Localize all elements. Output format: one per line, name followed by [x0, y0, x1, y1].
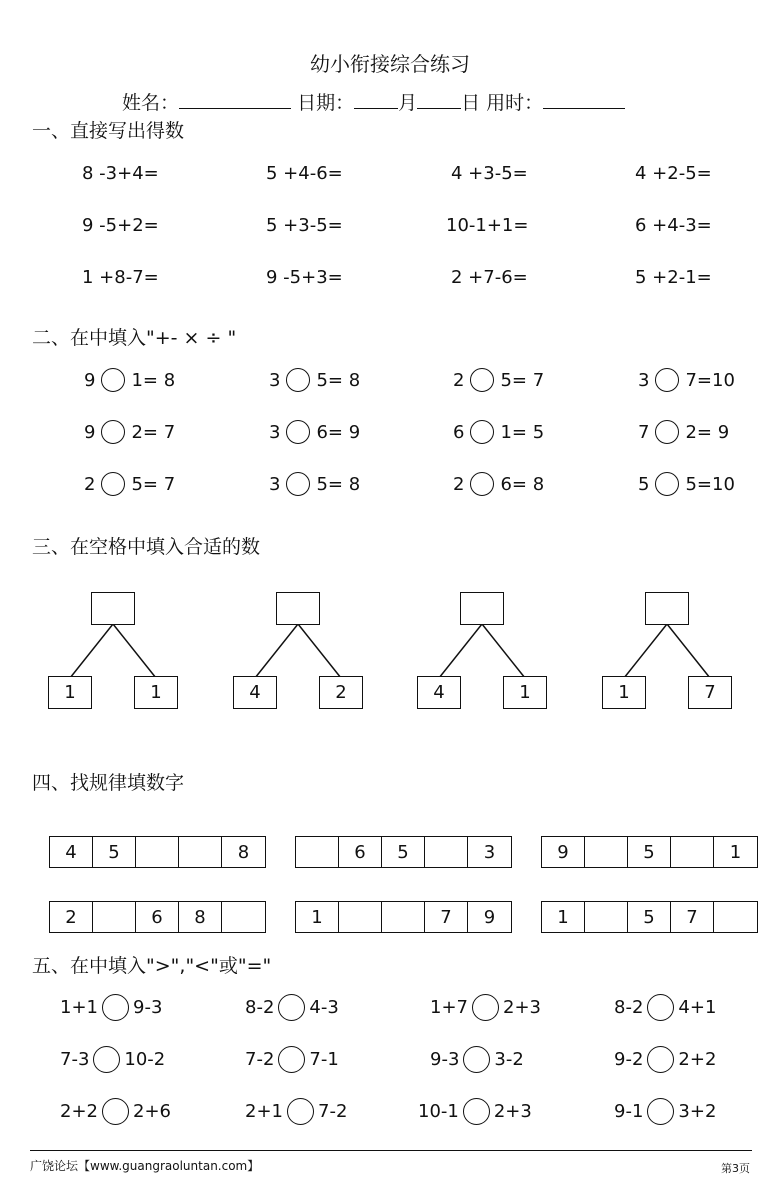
- s2-q-1-3: [453, 368, 544, 392]
- operand-b: 6= 9: [316, 421, 361, 443]
- right-expr: 2+3: [503, 997, 541, 1018]
- compare-circle[interactable]: [287, 1098, 314, 1125]
- right-expr: 2+3: [493, 1101, 532, 1122]
- operand-a: 7: [638, 421, 650, 443]
- bond-right-box: 7: [688, 676, 732, 709]
- s1-q-3-1: 1 +8-7=: [82, 267, 159, 288]
- sequence-cell[interactable]: [179, 837, 222, 867]
- section4-title: 四、找规律填数字: [32, 772, 185, 794]
- s1-q-3-2: 9 -5+3=: [266, 267, 343, 288]
- operand-a: 9: [84, 421, 96, 443]
- left-expr: 7-3: [60, 1049, 90, 1070]
- compare-circle[interactable]: [463, 1098, 490, 1125]
- right-expr: 7-2: [318, 1101, 348, 1122]
- section2-title: 二、在中填入"+- × ÷ ": [32, 327, 237, 349]
- s1-q-1-3: 4 +3-5=: [451, 163, 528, 184]
- sequence-cell: 6: [136, 902, 179, 932]
- sequence-cell: 1: [542, 902, 585, 932]
- sequence-cell: 7: [671, 902, 714, 932]
- name-blank[interactable]: [179, 90, 291, 109]
- left-expr: 9-1: [614, 1101, 644, 1122]
- left-expr: 1+7: [430, 997, 468, 1018]
- left-expr: 1+1: [60, 997, 98, 1018]
- bond-left-box: 1: [602, 676, 646, 709]
- s1-q-3-4: 5 +2-1=: [635, 267, 712, 288]
- sequence-cell: 5: [628, 837, 671, 867]
- name-label: 姓名：: [122, 92, 180, 114]
- operand-b: 5=10: [685, 473, 735, 495]
- right-expr: 3-2: [494, 1049, 524, 1070]
- operand-b: 2= 7: [131, 421, 176, 443]
- sequence-row-2-3: [541, 901, 758, 933]
- s5-q-2-1: [60, 1046, 165, 1073]
- sequence-cell[interactable]: [425, 837, 468, 867]
- page-number: 第3页: [721, 1162, 750, 1175]
- answer-circle[interactable]: [101, 472, 125, 496]
- number-bond-3: [417, 590, 577, 714]
- s5-q-2-2: [245, 1046, 339, 1073]
- bond-right-box: 1: [134, 676, 178, 709]
- s1-q-1-4: 4 +2-5=: [635, 163, 712, 184]
- operand-b: 2= 9: [685, 421, 730, 443]
- operand-a: 3: [269, 473, 281, 495]
- compare-circle[interactable]: [278, 994, 305, 1021]
- bond-top-box[interactable]: [91, 592, 135, 625]
- operand-b: 5= 7: [500, 369, 545, 391]
- sequence-cell[interactable]: [714, 902, 757, 932]
- footer-site-link[interactable]: 广饶论坛【www.guangraoluntan.com】: [30, 1159, 260, 1173]
- right-expr: 2+2: [678, 1049, 717, 1070]
- compare-circle[interactable]: [472, 994, 499, 1021]
- sequence-row-2-2: [295, 901, 512, 933]
- s1-q-2-4: 6 +4-3=: [635, 215, 712, 236]
- section1-title: 一、直接写出得数: [32, 120, 185, 142]
- bond-right-box: 1: [503, 676, 547, 709]
- answer-circle[interactable]: [655, 420, 679, 444]
- sequence-cell: 9: [483, 906, 496, 928]
- sequence-cell: 2: [50, 902, 93, 932]
- left-expr: 9-2: [614, 1049, 644, 1070]
- s5-q-1-4: [614, 994, 716, 1021]
- s5-q-2-4: [614, 1046, 716, 1073]
- s1-q-2-1: 9 -5+2=: [82, 215, 159, 236]
- sequence-cell[interactable]: [339, 902, 382, 932]
- answer-circle[interactable]: [470, 368, 494, 392]
- right-expr: 7-1: [309, 1049, 339, 1070]
- sequence-row-1-1: [49, 836, 266, 868]
- s2-q-2-2: [269, 420, 360, 444]
- answer-circle[interactable]: [101, 368, 125, 392]
- s5-q-2-3: [430, 1046, 524, 1073]
- answer-circle[interactable]: [286, 368, 310, 392]
- left-expr: 7-2: [245, 1049, 275, 1070]
- s1-q-2-3: 10-1+1=: [446, 215, 529, 236]
- operand-a: 6: [453, 421, 465, 443]
- left-expr: 2+2: [60, 1101, 98, 1122]
- operand-b: 1= 5: [500, 421, 545, 443]
- page-title: 幼小衔接综合练习: [310, 52, 470, 76]
- bond-left-box: 4: [417, 676, 461, 709]
- section3-title: 三、在空格中填入合适的数: [32, 536, 261, 558]
- answer-circle[interactable]: [655, 472, 679, 496]
- operand-b: 1= 8: [131, 369, 176, 391]
- left-expr: 8-2: [245, 997, 275, 1018]
- s2-q-3-2: [269, 472, 360, 496]
- s2-q-3-3: [453, 472, 544, 496]
- answer-circle[interactable]: [655, 368, 679, 392]
- operand-a: 2: [453, 369, 465, 391]
- operand-a: 2: [453, 473, 465, 495]
- number-bond-2: [233, 590, 393, 714]
- answer-circle[interactable]: [286, 472, 310, 496]
- answer-circle[interactable]: [470, 420, 494, 444]
- operand-b: 5= 8: [316, 473, 361, 495]
- bond-top-box[interactable]: [276, 592, 320, 625]
- right-expr: 4-3: [309, 997, 339, 1018]
- s2-q-1-2: [269, 368, 360, 392]
- s2-q-2-4: [638, 420, 729, 444]
- bond-left-box: 4: [233, 676, 277, 709]
- s1-q-1-1: 8 -3+4=: [82, 163, 159, 184]
- sequence-row-1-3: [541, 836, 758, 868]
- operand-a: 3: [269, 421, 281, 443]
- section5-title: 五、在中填入">","<"或"=": [32, 955, 272, 977]
- sequence-cell: 5: [93, 837, 136, 867]
- s5-q-1-3: [430, 994, 541, 1021]
- sequence-row-1-2: [295, 836, 512, 868]
- s2-q-1-4: [638, 368, 735, 392]
- left-expr: 8-2: [614, 997, 644, 1018]
- s2-q-2-1: [84, 420, 175, 444]
- sequence-cell[interactable]: [382, 902, 425, 932]
- time-blank[interactable]: [543, 90, 625, 109]
- number-bond-4: [602, 590, 762, 714]
- day-blank[interactable]: [417, 90, 461, 109]
- compare-circle[interactable]: [647, 1046, 674, 1073]
- bond-top-box[interactable]: [460, 592, 504, 625]
- operand-a: 9: [84, 369, 96, 391]
- sequence-cell: 3: [483, 841, 496, 863]
- operand-b: 6= 8: [500, 473, 545, 495]
- answer-circle[interactable]: [101, 420, 125, 444]
- compare-circle[interactable]: [93, 1046, 120, 1073]
- footer-divider: [30, 1150, 752, 1151]
- sequence-cell: 1: [296, 902, 339, 932]
- operand-a: 3: [269, 369, 281, 391]
- sequence-cell: 1: [729, 841, 742, 863]
- student-info-line: [122, 88, 625, 115]
- compare-circle[interactable]: [463, 1046, 490, 1073]
- operand-b: 7=10: [685, 369, 735, 391]
- s1-q-2-2: 5 +3-5=: [266, 215, 343, 236]
- left-expr: 9-3: [430, 1049, 460, 1070]
- s5-q-3-2: [245, 1098, 347, 1125]
- sequence-cell: 9: [542, 837, 585, 867]
- right-expr: 9-3: [133, 997, 163, 1018]
- right-expr: 3+2: [678, 1101, 717, 1122]
- right-expr: 4+1: [678, 997, 717, 1018]
- compare-circle[interactable]: [278, 1046, 305, 1073]
- sequence-cell: 8: [179, 902, 222, 932]
- s5-q-1-1: [60, 994, 162, 1021]
- s5-q-3-1: [60, 1098, 171, 1125]
- compare-circle[interactable]: [647, 994, 674, 1021]
- compare-circle[interactable]: [647, 1098, 674, 1125]
- bond-left-box: 1: [48, 676, 92, 709]
- sequence-cell: 8: [237, 841, 250, 863]
- s1-q-3-3: 2 +7-6=: [451, 267, 528, 288]
- answer-circle[interactable]: [286, 420, 310, 444]
- sequence-cell[interactable]: [296, 837, 339, 867]
- month-blank[interactable]: [354, 90, 398, 109]
- date-label: 日期：: [297, 92, 355, 114]
- sequence-cell[interactable]: [671, 837, 714, 867]
- left-expr: 10-1: [418, 1101, 459, 1122]
- right-expr: 10-2: [124, 1049, 166, 1070]
- s5-q-3-4: [614, 1098, 716, 1125]
- sequence-cell: 6: [339, 837, 382, 867]
- answer-circle[interactable]: [470, 472, 494, 496]
- operand-a: 5: [638, 473, 650, 495]
- s2-q-3-4: [638, 472, 735, 496]
- operand-a: 3: [638, 369, 650, 391]
- right-expr: 2+6: [133, 1101, 171, 1122]
- operand-b: 5= 7: [131, 473, 176, 495]
- sequence-cell[interactable]: [93, 902, 136, 932]
- sequence-cell[interactable]: [136, 837, 179, 867]
- month-label: 月: [398, 92, 418, 114]
- left-expr: 2+1: [245, 1101, 283, 1122]
- sequence-cell: 5: [382, 837, 425, 867]
- operand-a: 2: [84, 473, 96, 495]
- operand-b: 5= 8: [316, 369, 361, 391]
- day-label: 日: [461, 92, 481, 114]
- sequence-cell[interactable]: [585, 837, 628, 867]
- time-label: 用时：: [486, 92, 544, 114]
- sequence-cell: 5: [628, 902, 671, 932]
- sequence-cell: 4: [50, 837, 93, 867]
- sequence-cell[interactable]: [222, 902, 265, 932]
- sequence-cell: 7: [425, 902, 468, 932]
- s2-q-2-3: [453, 420, 544, 444]
- bond-right-box: 2: [319, 676, 363, 709]
- s5-q-1-2: [245, 994, 339, 1021]
- s1-q-1-2: 5 +4-6=: [266, 163, 343, 184]
- compare-circle[interactable]: [102, 1098, 129, 1125]
- bond-top-box[interactable]: [645, 592, 689, 625]
- sequence-cell[interactable]: [585, 902, 628, 932]
- s2-q-3-1: [84, 472, 175, 496]
- sequence-row-2-1: [49, 901, 266, 933]
- s5-q-3-3: [418, 1098, 532, 1125]
- compare-circle[interactable]: [102, 994, 129, 1021]
- s2-q-1-1: [84, 368, 175, 392]
- number-bond-1: [48, 590, 208, 714]
